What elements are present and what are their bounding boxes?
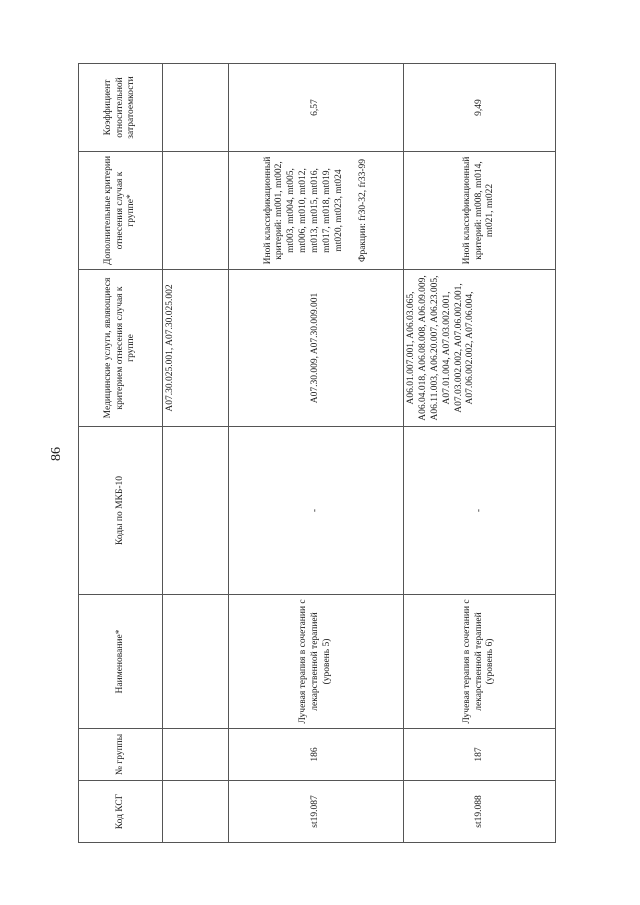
criteria-line: Фракции: fr30-32, fr33-99 xyxy=(357,158,368,263)
cell-services: A07.30.009, A07.30.009.001 xyxy=(229,270,404,427)
cell-services: A06.01.007.001, A06.03.065, A06.04.018, A06.08.008, A06.09.009, A06.11.003, A06.20.007, A06.23.005, A07.01.004, A07.03.002.001, A07.03.002.002, A07.06.002.001, A07.06.002.002, A07.06.004, xyxy=(404,270,556,427)
cell-group-no: 186 xyxy=(229,729,404,781)
cell-code xyxy=(163,781,229,843)
cell-group-no: 187 xyxy=(404,729,556,781)
table-row xyxy=(404,64,556,843)
table-row xyxy=(163,64,229,843)
table-row xyxy=(229,64,404,843)
cell-services: A07.30.025.001, A07.30.025.002 xyxy=(163,270,229,427)
header-criteria: Дополнительные критерии отнесения случая к группе* xyxy=(79,152,163,270)
cell-mkb: - xyxy=(229,427,404,595)
cell-criteria xyxy=(163,152,229,270)
header-name: Наименование* xyxy=(79,595,163,729)
criteria-line: Иной классификационный критерий: mt008, mt014, mt021, mt022 xyxy=(461,156,496,265)
cell-name xyxy=(163,595,229,729)
cell-coef xyxy=(163,64,229,152)
cell-group-no xyxy=(163,729,229,781)
cell-mkb xyxy=(163,427,229,595)
cell-name: Лучевая терапия в сочетании с лекарственной терапией (уровень 6) xyxy=(404,595,556,729)
page-number xyxy=(46,440,68,468)
header-code: Код КСГ xyxy=(79,781,163,843)
cell-code: st19.087 xyxy=(229,781,404,843)
cell-criteria xyxy=(404,152,556,270)
header-row xyxy=(79,64,163,843)
cell-name: Лучевая терапия в сочетании с лекарственной терапией (уровень 5) xyxy=(229,595,404,729)
ksg-table xyxy=(78,63,556,843)
cell-criteria xyxy=(229,152,404,270)
criteria-line: Иной классификационный критерий: mt001, mt002, mt003, mt004, mt005, mt006, mt010, mt012, mt013, mt015, mt016, mt017, mt018, mt019, mt020, mt023, mt024 xyxy=(262,156,344,265)
cell-code: st19.088 xyxy=(404,781,556,843)
header-coef: Коэффициент относительной затратоемкости xyxy=(79,64,163,152)
cell-coef: 9,49 xyxy=(404,64,556,152)
cell-mkb: - xyxy=(404,427,556,595)
cell-coef: 6,57 xyxy=(229,64,404,152)
rotated-table xyxy=(78,64,555,843)
header-group-no: № группы xyxy=(79,729,163,781)
page-number-text: 86 xyxy=(49,447,64,461)
header-mkb: Коды по МКБ-10 xyxy=(79,427,163,595)
header-services: Медицинские услуги, являющиеся критерием отнесения случая к группе xyxy=(79,270,163,427)
table-container xyxy=(78,64,555,843)
